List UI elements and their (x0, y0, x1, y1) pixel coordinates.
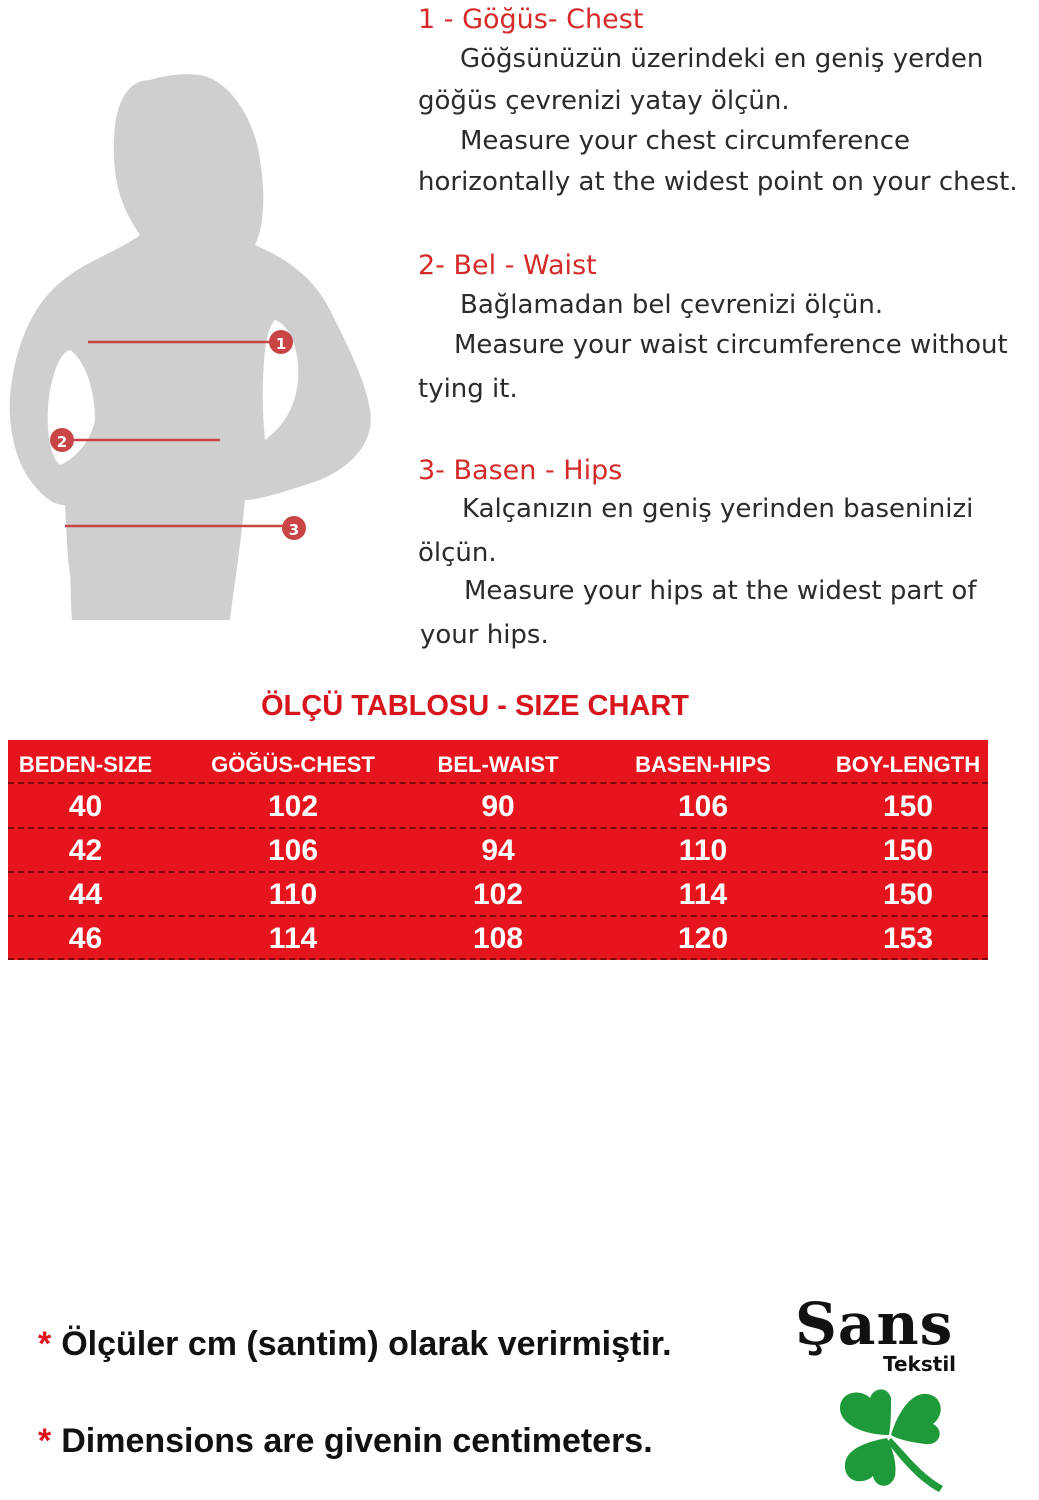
brand-subtitle: Tekstil (883, 1352, 957, 1376)
cell-length: 150 (882, 834, 934, 867)
clover-icon (825, 1380, 955, 1495)
svg-text:2: 2 (56, 433, 68, 451)
header-hips: BASEN-HIPS (635, 752, 771, 777)
chest-line-tr-1: Göğsünüzün üzerindeki en geniş yerden (460, 44, 984, 74)
cell-length: 153 (882, 922, 934, 955)
cell-chest: 102 (267, 790, 319, 823)
marker-2 (50, 428, 74, 452)
table-row (8, 830, 988, 874)
chest-line-en-1: Measure your chest circumference (460, 126, 911, 156)
cell-size: 44 (68, 878, 103, 911)
chest-line-tr-2: göğüs çevrenizi yatay ölçün. (418, 86, 790, 116)
cell-hips: 106 (677, 790, 729, 823)
header-waist: BEL-WAIST (437, 752, 559, 777)
note-star: * (38, 1325, 52, 1363)
hips-title: 3- Basen - Hips (418, 455, 623, 486)
svg-text:1: 1 (275, 335, 287, 353)
note-en-text: Dimensions are givenin centimeters. (61, 1422, 653, 1460)
cell-size: 46 (68, 922, 103, 955)
cell-length: 150 (882, 790, 934, 823)
cell-chest: 114 (268, 922, 318, 955)
waist-line-en-1: Measure your waist circumference without (454, 330, 1008, 360)
cell-hips: 110 (678, 834, 728, 867)
cell-hips: 120 (677, 922, 729, 955)
table-row (8, 786, 988, 830)
table-row (8, 918, 988, 962)
note-star: * (38, 1422, 52, 1460)
marker-3 (282, 516, 306, 540)
note-tr-text: Ölçüler cm (santim) olarak verirmiştir. (61, 1325, 672, 1363)
row-divider (8, 871, 988, 873)
row-divider (8, 782, 988, 784)
header-size: BEDEN-SIZE (18, 752, 153, 777)
brand-name: Şans (795, 1290, 954, 1358)
note-turkish (38, 1325, 672, 1364)
cell-size: 40 (68, 790, 103, 823)
waist-title: 2- Bel - Waist (418, 250, 597, 281)
row-divider (8, 915, 988, 917)
cell-chest: 110 (268, 878, 318, 911)
table-header-row (8, 740, 988, 786)
cell-chest: 106 (267, 834, 319, 867)
brand-logo (795, 1290, 995, 1490)
body-silhouette (0, 60, 400, 640)
cell-waist: 94 (481, 834, 515, 867)
svg-text:3: 3 (288, 521, 300, 539)
cell-hips: 114 (678, 878, 728, 911)
waist-line-en-2: tying it. (418, 374, 518, 404)
row-divider (8, 958, 988, 960)
waist-line-tr-1: Bağlamadan bel çevrenizi ölçün. (460, 290, 884, 320)
note-english (38, 1422, 653, 1461)
hips-line-tr-2: ölçün. (418, 538, 497, 568)
table-row (8, 874, 988, 918)
hips-line-tr-1: Kalçanızın en geniş yerinden baseninizi (462, 494, 974, 524)
hips-line-en-1: Measure your hips at the widest part of (464, 576, 977, 606)
cell-waist: 102 (472, 878, 524, 911)
hips-line-en-2: your hips. (420, 620, 549, 650)
size-chart-table (8, 740, 988, 960)
row-divider (8, 827, 988, 829)
cell-length: 150 (882, 878, 934, 911)
cell-size: 42 (68, 834, 103, 867)
header-chest: GÖĞÜS-CHEST (211, 752, 375, 777)
chest-title: 1 - Göğüs- Chest (418, 4, 644, 35)
header-length: BOY-LENGTH (835, 752, 981, 777)
marker-1 (269, 330, 293, 354)
size-chart-title: ÖLÇÜ TABLOSU - SIZE CHART (261, 690, 689, 722)
cell-waist: 90 (481, 790, 515, 823)
cell-waist: 108 (472, 922, 524, 955)
chest-line-en-2: horizontally at the widest point on your chest. (418, 167, 1018, 197)
